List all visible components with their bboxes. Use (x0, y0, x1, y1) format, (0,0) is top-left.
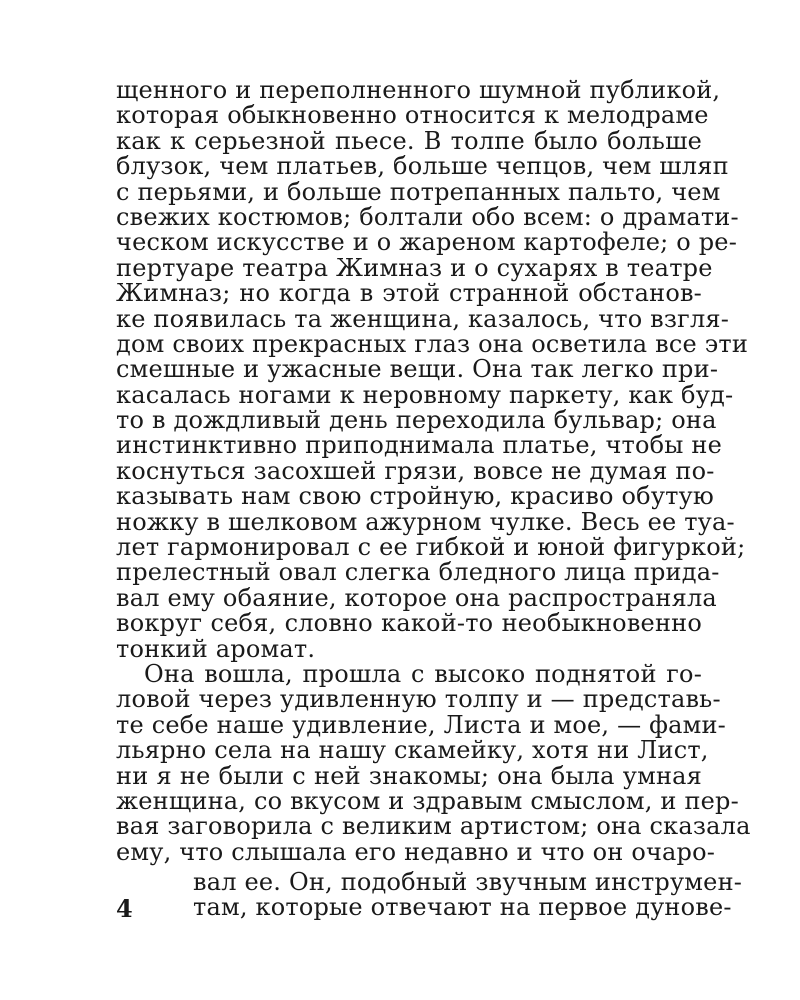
text-line: вая заговорила с великим артистом; она сказала (116, 812, 751, 841)
text-line: ловой через удивленную толпу и — представь- (116, 685, 721, 714)
text-line: льярно села на нашу скамейку, хотя ни Лист, (116, 736, 709, 765)
text-line: прелестный овал слегка бледного лица прида- (116, 558, 720, 587)
text-line: блузок, чем платьев, больше чепцов, чем шляп (116, 152, 729, 181)
text-line: ни я не были с ней знакомы; она была умная (116, 761, 702, 790)
text-line: пертуаре театра Жимназ и о сухарях в театре (116, 253, 713, 282)
text-line: касалась ногами к неровному паркету, как буд- (116, 380, 734, 409)
text-line: те себе наше удивление, Листа и мое, — фами- (116, 710, 726, 739)
text-line: ческом искусстве и о жареном картофеле; о ре- (116, 228, 738, 257)
text-line: женщина, со вкусом и здравым смыслом, и пер- (116, 786, 739, 815)
text-line: ему, что слышала его недавно и что он очаро- (116, 837, 716, 866)
paragraph-end-line: тонкий аромат. (116, 634, 316, 663)
text-line: которая обыкновенно относится к мелодраме (116, 101, 709, 130)
text-line: вал ему обаяние, которое она распространяла (116, 583, 717, 612)
text-line: как к серьезной пьесе. В толпе было больше (116, 126, 702, 155)
text-line: ке появилась та женщина, казалось, что взгля- (116, 304, 730, 333)
text-line: ножку в шелковом ажурном чулке. Весь ее туа- (116, 507, 735, 536)
text-line: вал ее. Он, подобный звучным инструмен- (193, 868, 743, 896)
text-line: лет гармонировал с ее гибкой и юной фигуркой; (116, 533, 746, 562)
body-text (116, 76, 751, 866)
text-line: казывать нам свою стройную, красиво обутую (116, 482, 715, 511)
paragraph-start-line: Она вошла, прошла с высоко поднятой го- (144, 659, 702, 688)
text-line: смешные и ужасные вещи. Она так легко при- (116, 355, 719, 384)
text-line: инстинктивно приподнимала платье, чтобы не (116, 431, 723, 460)
text-line: свежих костюмов; болтали обо всем: о драмати- (116, 202, 739, 231)
page-number: 4 (116, 894, 133, 923)
text-line: дом своих прекрасных глаз она осветила все эти (116, 329, 749, 358)
page-footer (116, 868, 743, 923)
text-line: с перьями, и больше потрепанных пальто, чем (116, 177, 721, 206)
text-line: вокруг себя, словно какой-то необыкновенно (116, 609, 702, 638)
text-line: Жимназ; но когда в этой странной обстанов- (116, 279, 702, 308)
continued-text (193, 868, 743, 922)
text-line: то в дождливый день переходила бульвар; она (116, 406, 717, 435)
text-line: коснуться засохшей грязи, вовсе не думая по- (116, 456, 715, 485)
text-line: щенного и переполненного шумной публикой, (116, 76, 721, 104)
text-line: там, которые отвечают на первое дунове- (193, 893, 732, 922)
